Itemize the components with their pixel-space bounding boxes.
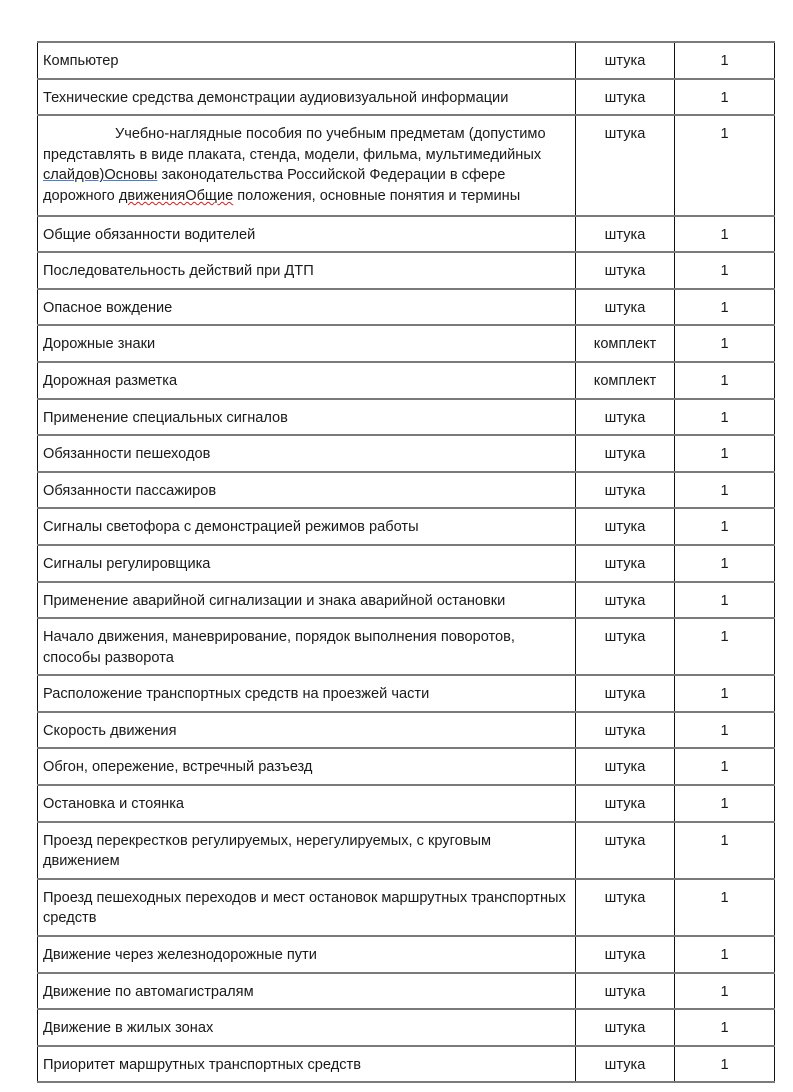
item-unit: штука xyxy=(576,115,675,215)
table-row xyxy=(38,472,775,509)
table-row xyxy=(38,936,775,973)
item-name: Проезд перекрестков регулируемых, нерегулируемых, с круговым движением xyxy=(38,822,576,879)
item-name: Применение аварийной сигнализации и знака аварийной остановки xyxy=(38,582,576,619)
item-name: Общие обязанности водителей xyxy=(38,216,576,253)
item-name: Опасное вождение xyxy=(38,289,576,326)
table-row xyxy=(38,879,775,936)
table-row xyxy=(38,508,775,545)
item-unit: штука xyxy=(576,216,675,253)
item-name: Проезд пешеходных переходов и мест остановок маршрутных транспортных средств xyxy=(38,879,576,936)
item-unit: штука xyxy=(576,472,675,509)
item-unit: штука xyxy=(576,785,675,822)
item-unit: штука xyxy=(576,435,675,472)
item-quantity: 1 xyxy=(675,712,775,749)
item-unit: штука xyxy=(576,1009,675,1046)
item-unit: штука xyxy=(576,508,675,545)
table-row xyxy=(38,115,775,215)
table-row xyxy=(38,289,775,326)
item-name: Скорость движения xyxy=(38,712,576,749)
item-unit: штука xyxy=(576,973,675,1010)
item-name: Дорожная разметка xyxy=(38,362,576,399)
item-name: Технические средства демонстрации аудиовизуальной информации xyxy=(38,79,576,116)
item-unit: комплект xyxy=(576,362,675,399)
item-quantity: 1 xyxy=(675,879,775,936)
item-name: Дорожные знаки xyxy=(38,325,576,362)
item-name-part: Учебно-наглядные пособия по учебным предметам (допустимо представлять в виде плаката, стенда, модели, фильма, мультимедийных xyxy=(43,126,546,163)
item-unit: штука xyxy=(576,252,675,289)
item-quantity: 1 xyxy=(675,252,775,289)
item-quantity: 1 xyxy=(675,785,775,822)
item-unit: штука xyxy=(576,1046,675,1083)
item-name: Приоритет маршрутных транспортных средств xyxy=(38,1046,576,1083)
item-name-part: законодательства Российской Федерации в сфере дорожного xyxy=(43,167,506,204)
item-name: Сигналы светофора с демонстрацией режимов работы xyxy=(38,508,576,545)
item-name: Движение через железнодорожные пути xyxy=(38,936,576,973)
item-quantity: 1 xyxy=(675,545,775,582)
grammar-underlined-text[interactable]: слайдов)Основы xyxy=(43,167,158,184)
item-quantity: 1 xyxy=(675,289,775,326)
item-name: Компьютер xyxy=(38,42,576,79)
item-name: Сигналы регулировщика xyxy=(38,545,576,582)
item-unit: штука xyxy=(576,399,675,436)
item-name-part: положения, основные понятия и термины xyxy=(233,187,521,204)
item-unit: штука xyxy=(576,582,675,619)
item-quantity: 1 xyxy=(675,115,775,215)
item-name: Расположение транспортных средств на проезжей части xyxy=(38,675,576,712)
table-row xyxy=(38,216,775,253)
item-unit: комплект xyxy=(576,325,675,362)
table-row xyxy=(38,362,775,399)
item-name: Остановка и стоянка xyxy=(38,785,576,822)
item-quantity: 1 xyxy=(675,325,775,362)
table-row xyxy=(38,545,775,582)
table-row xyxy=(38,435,775,472)
table-row xyxy=(38,252,775,289)
item-quantity: 1 xyxy=(675,1046,775,1083)
item-name xyxy=(38,115,576,215)
item-quantity: 1 xyxy=(675,42,775,79)
table-row xyxy=(38,822,775,879)
item-unit: штука xyxy=(576,712,675,749)
item-name: Обязанности пешеходов xyxy=(38,435,576,472)
table-row xyxy=(38,748,775,785)
item-quantity: 1 xyxy=(675,748,775,785)
table-row xyxy=(38,618,775,675)
table-row xyxy=(38,712,775,749)
item-unit: штука xyxy=(576,42,675,79)
item-quantity: 1 xyxy=(675,618,775,675)
item-name: Движение в жилых зонах xyxy=(38,1009,576,1046)
item-unit: штука xyxy=(576,289,675,326)
table-row xyxy=(38,973,775,1010)
item-quantity: 1 xyxy=(675,362,775,399)
item-unit: штука xyxy=(576,545,675,582)
item-name: Применение специальных сигналов xyxy=(38,399,576,436)
item-name: Обгон, опережение, встречный разъезд xyxy=(38,748,576,785)
table-row xyxy=(38,582,775,619)
table-row xyxy=(38,1046,775,1083)
table-row xyxy=(38,325,775,362)
item-quantity: 1 xyxy=(675,508,775,545)
item-name: Обязанности пассажиров xyxy=(38,472,576,509)
item-unit: штука xyxy=(576,675,675,712)
item-quantity: 1 xyxy=(675,216,775,253)
item-quantity: 1 xyxy=(675,472,775,509)
item-unit: штука xyxy=(576,618,675,675)
table-row xyxy=(38,399,775,436)
item-quantity: 1 xyxy=(675,973,775,1010)
item-quantity: 1 xyxy=(675,675,775,712)
item-quantity: 1 xyxy=(675,79,775,116)
table-row xyxy=(38,42,775,79)
item-quantity: 1 xyxy=(675,936,775,973)
item-quantity: 1 xyxy=(675,399,775,436)
table-row xyxy=(38,675,775,712)
table-row xyxy=(38,1009,775,1046)
item-unit: штука xyxy=(576,822,675,879)
table-row xyxy=(38,785,775,822)
item-name: Начало движения, маневрирование, порядок выполнения поворотов, способы разворота xyxy=(38,618,576,675)
spellcheck-underlined-text[interactable]: движенияОбщие xyxy=(118,187,234,204)
table-row xyxy=(38,79,775,116)
item-unit: штука xyxy=(576,748,675,785)
item-unit: штука xyxy=(576,79,675,116)
item-quantity: 1 xyxy=(675,822,775,879)
item-name: Последовательность действий при ДТП xyxy=(38,252,576,289)
item-name: Движение по автомагистралям xyxy=(38,973,576,1010)
item-unit: штука xyxy=(576,879,675,936)
item-quantity: 1 xyxy=(675,582,775,619)
item-unit: штука xyxy=(576,936,675,973)
item-quantity: 1 xyxy=(675,435,775,472)
equipment-table xyxy=(37,41,775,1083)
item-quantity: 1 xyxy=(675,1009,775,1046)
